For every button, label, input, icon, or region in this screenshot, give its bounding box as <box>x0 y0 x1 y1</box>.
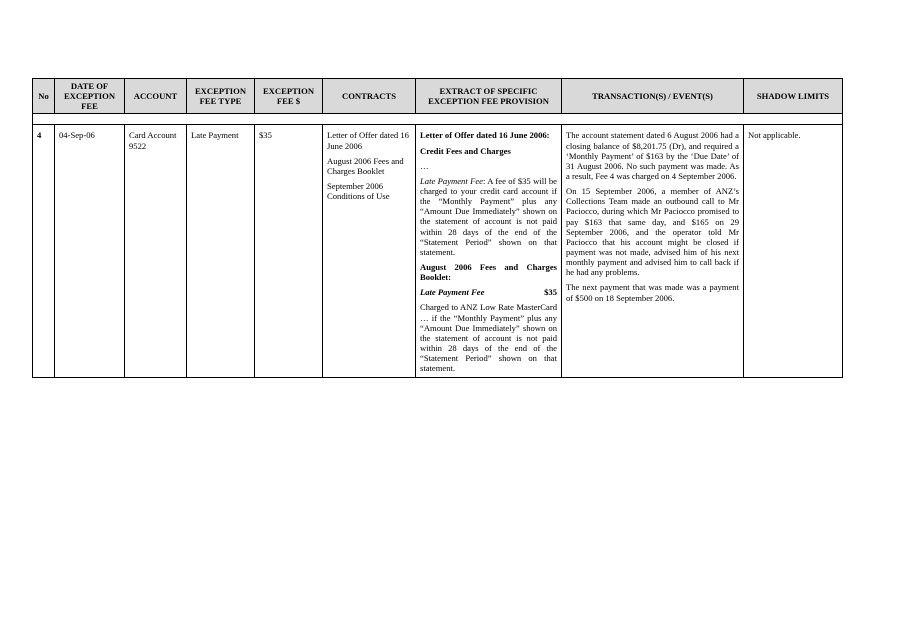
header-shadow-limits: SHADOW LIMITS <box>744 79 843 114</box>
extract-late-fee-label: Late Payment Fee <box>420 175 483 186</box>
row-fee-amount: $35 <box>255 125 323 378</box>
extract-fee-line-amount: $35 <box>544 287 557 298</box>
transaction-paragraph: The next payment that was made was a payment of $500 on 18 September 2006. <box>566 282 739 303</box>
header-extract: EXTRACT OF SPECIFIC EXCEPTION FEE PROVISION <box>416 79 562 114</box>
spacer-row <box>33 114 843 125</box>
extract-fee-line-label: Late Payment Fee <box>420 287 485 298</box>
extract-subheading-credit-fees: Credit Fees and Charges <box>420 145 511 156</box>
extract-fee-line <box>420 287 557 297</box>
table-row <box>33 125 843 378</box>
row-shadow-limits: Not applicable. <box>744 125 843 378</box>
header-account: ACCOUNT <box>125 79 187 114</box>
extract-ellipsis: … <box>420 160 429 171</box>
row-date: 04-Sep-06 <box>55 125 125 378</box>
row-transactions <box>562 125 744 378</box>
row-account: Card Account 9522 <box>125 125 187 378</box>
row-contracts <box>323 125 416 378</box>
header-date: DATE OF EXCEPTION FEE <box>55 79 125 114</box>
extract-charged-paragraph: Charged to ANZ Low Rate MasterCard … if the “Monthly Payment” plus any “Amount Due Immediately” shown on the statement of account is not paid within 28 days of the end of the “Statement Period” shown on that statement. <box>420 302 557 374</box>
extract-late-fee-text: : A fee of $35 will be charged to your credit card account if the “Monthly Payment” plus any “Amount Due Immediately” shown on the statement of account is not paid within 28 days of the end of the “Statement Period” shown on that statement. <box>420 175 557 257</box>
header-fee-type: EXCEPTION FEE TYPE <box>187 79 255 114</box>
header-row <box>33 79 843 114</box>
row-fee-type: Late Payment <box>187 125 255 378</box>
header-transactions: TRANSACTION(S) / EVENT(S) <box>562 79 744 114</box>
row-extract <box>416 125 562 378</box>
extract-heading-booklet: August 2006 Fees and Charges Booklet: <box>420 261 557 283</box>
header-no: No <box>33 79 55 114</box>
transaction-paragraph: On 15 September 2006, a member of ANZ’s Collections Team made an outbound call to Mr Paciocco, during which Mr Paciocco promised to pay $163 that same day, and $165 on 29 September 2006, and the operator told Mr Paciocco that his account might be closed if payment was not made, advised him of his next monthly payment and advised him to call back if he had any problems. <box>566 186 739 278</box>
header-fee-amount: EXCEPTION FEE $ <box>255 79 323 114</box>
contract-item: September 2006 Conditions of Use <box>327 180 390 202</box>
contract-item: August 2006 Fees and Charges Booklet <box>327 155 404 176</box>
extract-late-fee-paragraph <box>420 176 557 257</box>
transaction-paragraph: The account statement dated 6 August 2006 had a closing balance of $8,201.75 (Dr), and required a ‘Monthly Payment’ of $163 by the ‘Due Date’ of 31 August 2006. No such payment was made. As a result, Fee 4 was charged on 4 September 2006. <box>566 130 739 181</box>
contract-item: Letter of Offer dated 16 June 2006 <box>327 130 409 151</box>
row-no: 4 <box>33 125 55 378</box>
header-contracts: CONTRACTS <box>323 79 416 114</box>
exception-fee-table <box>32 78 843 378</box>
extract-heading-letter: Letter of Offer dated 16 June 2006: <box>420 130 550 141</box>
